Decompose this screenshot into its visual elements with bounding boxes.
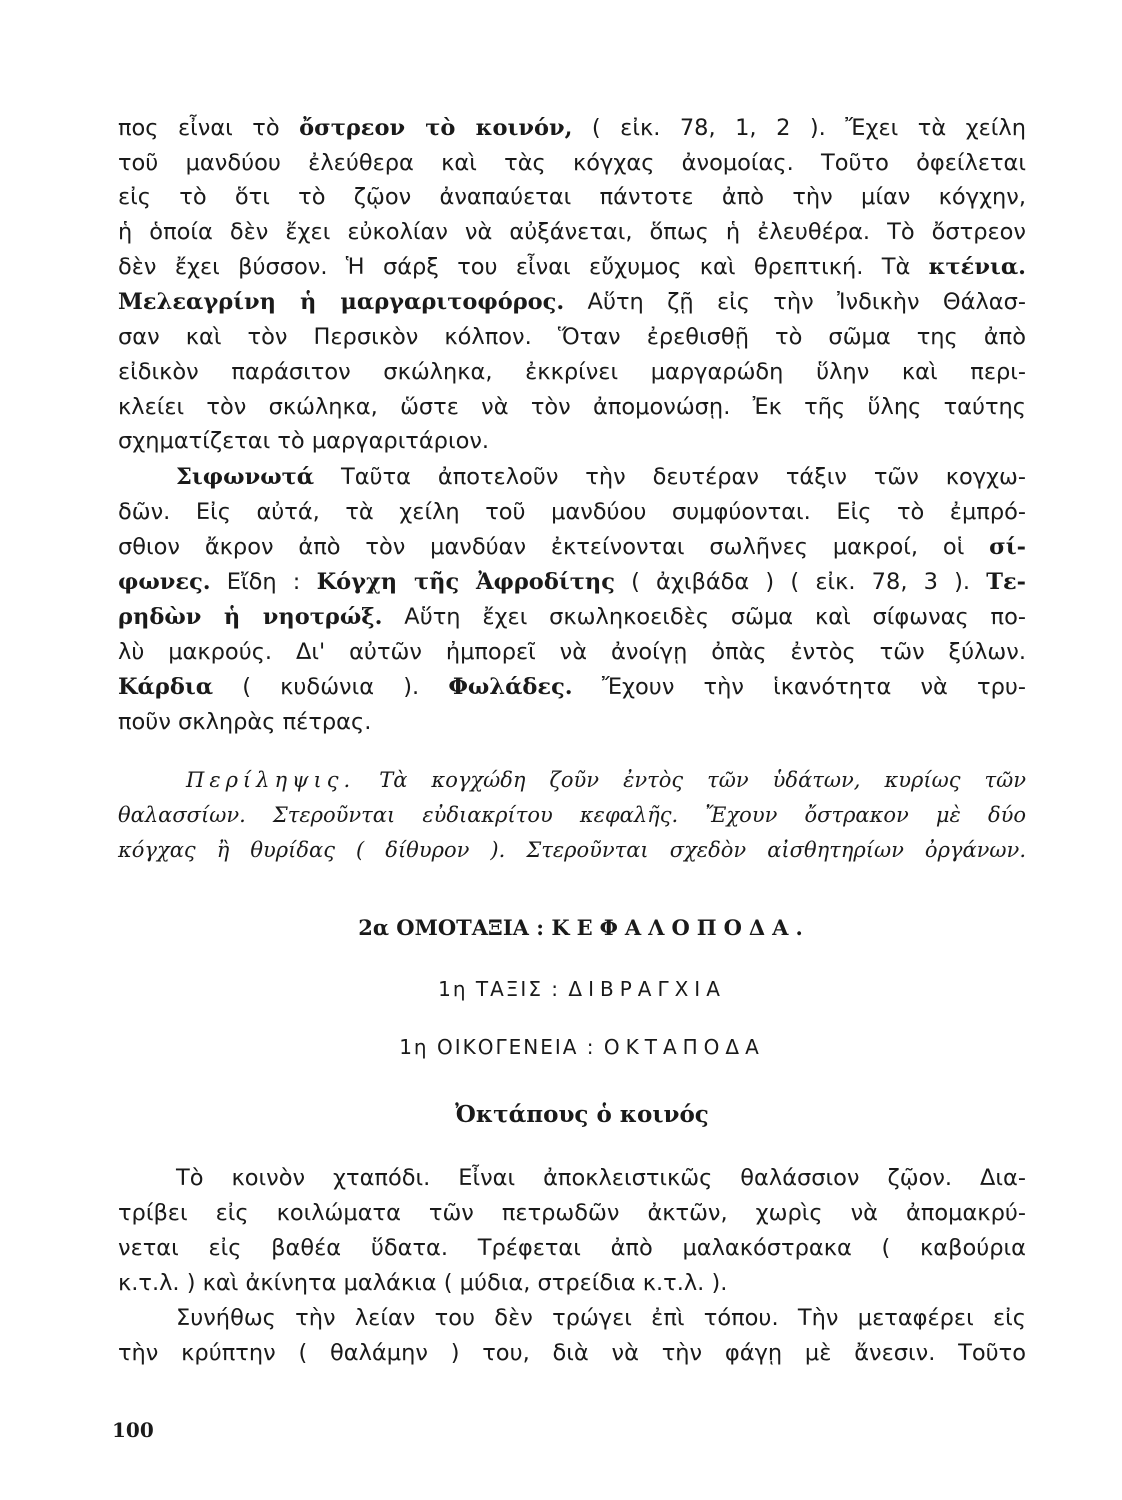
heading-name: ΔΙΒΡΑΓΧΙΑ	[568, 977, 726, 1001]
text-run: Ἔχουν τὴν ἱκανότητα νὰ τρυ-	[572, 674, 1026, 700]
summary-label: Περίληψις.	[186, 768, 356, 792]
text-line	[118, 571, 1026, 594]
summary-line	[186, 770, 1026, 791]
text-run: σθιον ἄκρον ἀπὸ τὸν μανδύαν ἐκτείνονται σωλῆνες μακροί, οἱ	[118, 534, 990, 560]
bold-term: ὄστρεον τὸ κοινόν,	[299, 115, 573, 141]
bold-term: φωνες.	[118, 569, 211, 595]
text-run: πος εἶναι τὸ	[118, 115, 300, 141]
text-run: ( ἀχιβάδα ) ( εἰκ. 78, 3 ).	[614, 569, 987, 595]
text-line	[118, 606, 1026, 629]
species-heading: Ὀκτάπους ὁ κοινός	[455, 1101, 709, 1128]
heading-name: ΚΕΦΑΛΟΠΟΔΑ.	[551, 915, 810, 940]
text-line: τοῦ μανδύου ἐλεύθερα καὶ τὰς κόγχας ἀνομοίας. Τοῦτο ὀφείλεται	[118, 150, 1026, 176]
heading-prefix: 1η ΟΙΚΟΓΕΝΕΙΑ :	[399, 1035, 604, 1059]
text-line: Συνήθως τὴν λείαν του δὲν τρώγει ἐπὶ τόπου. Τὴν μεταφέρει εἰς	[176, 1305, 1026, 1331]
text-run: δὲν ἔχει βύσσον. Ἡ σάρξ του εἶναι εὔχυμος καὶ θρεπτική. Τὰ	[118, 254, 929, 280]
bold-term: σί-	[989, 534, 1026, 560]
summary-line: κόγχας ἢ θυρίδας ( δίθυρον ). Στεροῦνται σχεδὸν αἰσθητηρίων ὀργάνων.	[118, 838, 1026, 862]
page-number: 100	[112, 1418, 154, 1442]
text-line: κλείει τὸν σκώληκα, ὥστε νὰ τὸν ἀπομονώσῃ. Ἐκ τῆς ὕλης ταύτης	[118, 394, 1026, 420]
heading-prefix: 2α ΟΜΟΤΑΞΙΑ :	[358, 915, 552, 940]
bold-term: Μελεαγρίνη ἡ μαργαριτοφόρος.	[118, 289, 565, 315]
text-line: ποῦν σκληρὰς πέτρας.	[118, 709, 372, 735]
text-run: Εἴδη :	[210, 569, 317, 595]
text-line	[118, 117, 1026, 140]
text-line: λὺ μακρούς. Δι' αὐτῶν ἠμπορεῖ νὰ ἀνοίγῃ ὀπὰς ἐντὸς τῶν ξύλων.	[118, 639, 1026, 665]
text-line: δῶν. Εἰς αὐτά, τὰ χείλη τοῦ μανδύου συμφύονται. Εἰς τὸ ἐμπρό-	[118, 499, 1026, 525]
text-line: σαν καὶ τὸν Περσικὸν κόλπον. Ὅταν ἐρεθισθῇ τὸ σῶμα της ἀπὸ	[118, 324, 1026, 350]
bold-term: Σιφωνωτά	[176, 464, 315, 490]
text-line: τρίβει εἰς κοιλώματα τῶν πετρωδῶν ἀκτῶν, χωρὶς νὰ ἀπομακρύ-	[118, 1200, 1026, 1226]
bold-term: ρηδὼν ἡ νηοτρώξ.	[118, 604, 383, 630]
text-line	[118, 536, 1026, 559]
text-line: εἰδικὸν παράσιτον σκώληκα, ἐκκρίνει μαργαρώδη ὕλην καὶ περι-	[118, 359, 1026, 385]
text-line: νεται εἰς βαθέα ὕδατα. Τρέφεται ἀπὸ μαλακόστρακα ( καβούρια	[118, 1235, 1026, 1261]
text-run: Αὕτη ἔχει σκωληκοειδὲς σῶμα καὶ σίφωνας πο-	[382, 604, 1026, 630]
text-run: ( κυδώνια ).	[213, 674, 449, 700]
text-run: Ταῦτα ἀποτελοῦν τὴν δευτέραν τάξιν τῶν κογχω-	[314, 464, 1026, 490]
text-run: Αὕτη ζῇ εἰς τὴν Ἰνδικὴν Θάλασ-	[564, 289, 1026, 315]
text-line: κ.τ.λ. ) καὶ ἀκίνητα μαλάκια ( μύδια, στρείδια κ.τ.λ. ).	[118, 1270, 728, 1296]
summary-line: θαλασσίων. Στεροῦνται εὐδιακρίτου κεφαλῆς. Ἔχουν ὄστρακον μὲ δύο	[118, 803, 1026, 827]
text-line	[176, 466, 1026, 489]
order-heading	[118, 917, 1026, 938]
family-heading	[118, 1037, 1026, 1057]
bold-term: κτένια.	[928, 254, 1026, 280]
text-line: ἡ ὁποία δὲν ἔχει εὐκολίαν νὰ αὐξάνεται, ὅπως ἡ ἐλευθέρα. Τὸ ὄστρεον	[118, 219, 1026, 245]
text-line: τὴν κρύπτην ( θαλάμην ) του, διὰ νὰ τὴν φάγῃ μὲ ἄνεσιν. Τοῦτο	[118, 1340, 1026, 1366]
text-line: σχηματίζεται τὸ μαργαριτάριον.	[118, 428, 490, 454]
bold-term: Τε-	[986, 569, 1026, 595]
text-line	[118, 256, 1026, 279]
class-heading	[118, 979, 1026, 999]
text-run: ( εἰκ. 78, 1, 2 ). Ἔχει τὰ χείλη	[572, 115, 1026, 141]
heading-name: ΟΚΤΑΠΟΔΑ	[603, 1035, 765, 1059]
text-line: εἰς τὸ ὅτι τὸ ζῷον ἀναπαύεται πάντοτε ἀπὸ τὴν μίαν κόγχην,	[118, 184, 1026, 210]
bold-term: Φωλάδες.	[448, 674, 573, 700]
text-line	[118, 676, 1026, 699]
heading-prefix: 1η ΤΑΞΙΣ :	[438, 977, 569, 1001]
bold-term: Κάρδια	[118, 674, 214, 700]
text-line	[118, 291, 1026, 314]
text-line: Τὸ κοινὸν χταπόδι. Εἶναι ἀποκλειστικῶς θαλάσσιον ζῷον. Δια-	[176, 1165, 1026, 1191]
bold-term: Κόγχη τῆς Ἀφροδίτης	[316, 569, 615, 595]
text-run: Τὰ κογχώδη ζοῦν ἐντὸς τῶν ὑδάτων, κυρίως τῶν	[355, 768, 1026, 792]
